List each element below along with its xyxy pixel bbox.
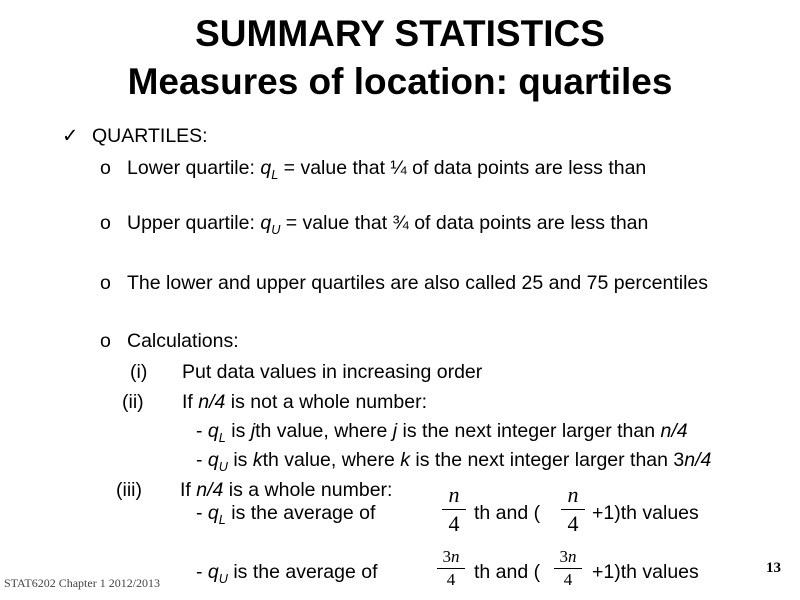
dash: - xyxy=(196,420,208,442)
sub-L: L xyxy=(218,430,226,445)
fraction-n-over-4 xyxy=(442,482,466,537)
text: If xyxy=(180,479,197,501)
text: is the average of xyxy=(227,561,378,583)
step-number: (ii) xyxy=(122,391,144,413)
var-j: j xyxy=(392,420,398,442)
text: is a whole number: xyxy=(223,479,393,501)
coef: 3 xyxy=(559,547,568,566)
em-n4: n/4 xyxy=(684,449,712,471)
fraction-denominator: 4 xyxy=(563,570,573,589)
text: is not a whole number: xyxy=(225,391,427,413)
em-n4: n/4 xyxy=(196,479,224,501)
var-q: q xyxy=(207,561,219,583)
bullet-icon: o xyxy=(100,272,111,294)
dash: - xyxy=(196,561,208,583)
fraction-numerator xyxy=(437,547,465,567)
text: th and ( xyxy=(474,561,541,583)
text: th and ( xyxy=(474,502,541,524)
text: +1)th values xyxy=(592,502,699,524)
text: th value, where xyxy=(262,449,401,471)
fraction-n-over-4 xyxy=(561,482,585,537)
fraction-3n-over-4 xyxy=(437,547,465,590)
text: is the average of xyxy=(225,502,376,524)
fraction-numerator: n xyxy=(448,482,460,507)
footer-text: STAT6202 Chapter 1 2012/2013 xyxy=(4,576,161,590)
fraction-numerator xyxy=(554,547,582,567)
step-iii-line-b xyxy=(196,560,378,591)
sub-L: L xyxy=(271,167,279,182)
var-n: n xyxy=(568,547,577,566)
text: = value that ¼ of data points are less than xyxy=(278,157,647,179)
step-iii-line-a xyxy=(196,501,375,532)
var-j: j xyxy=(250,420,256,442)
bullet-icon: o xyxy=(100,157,111,179)
bullet-icon: o xyxy=(100,330,111,352)
var-k: k xyxy=(400,449,411,471)
step-i-text: Put data values in increasing order xyxy=(182,361,483,383)
fraction-numerator: n xyxy=(567,482,579,507)
text: Upper quartile: xyxy=(127,212,261,234)
var-q: q xyxy=(207,502,219,524)
text: is xyxy=(227,449,253,471)
fraction-bar xyxy=(442,509,466,510)
var-k: k xyxy=(252,449,263,471)
var-q: q xyxy=(207,420,219,442)
fraction-denominator: 4 xyxy=(448,511,460,536)
text: is xyxy=(225,420,251,442)
var-q: q xyxy=(207,449,219,471)
sub-U: U xyxy=(218,571,228,586)
step-iii-text xyxy=(180,478,392,502)
bullet-upper-quartile xyxy=(127,211,648,242)
fraction-3n-over-4 xyxy=(554,547,582,590)
em-n4: n/4 xyxy=(198,391,226,413)
step-ii-line-a xyxy=(196,419,688,450)
step-number: (iii) xyxy=(116,479,142,501)
bullet-icon: o xyxy=(100,212,111,234)
var-n: n xyxy=(451,547,460,566)
slide-subtitle: Measures of location: quartiles xyxy=(127,61,673,102)
dash: - xyxy=(196,449,208,471)
text: Lower quartile: xyxy=(127,157,261,179)
dash: - xyxy=(196,502,208,524)
slide-title: SUMMARY STATISTICS xyxy=(195,13,605,54)
step-ii-line-b xyxy=(196,448,711,479)
text: is the next integer larger than xyxy=(397,420,661,442)
fraction-denominator: 4 xyxy=(567,511,579,536)
sub-L: L xyxy=(218,512,226,527)
step-number: (i) xyxy=(130,361,148,383)
bullet-percentiles: The lower and upper quartiles are also called 25 and 75 percentiles xyxy=(127,272,709,294)
coef: 3 xyxy=(442,547,451,566)
text: +1)th values xyxy=(592,561,699,583)
check-icon: ✓ xyxy=(62,125,79,147)
fraction-denominator: 4 xyxy=(446,570,456,589)
text: th value, where xyxy=(255,420,393,442)
var-q: q xyxy=(260,212,272,234)
sub-U: U xyxy=(218,459,228,474)
bullet-calculations: Calculations: xyxy=(127,330,239,352)
text: = value that ¾ of data points are less than xyxy=(280,212,649,234)
fraction-bar xyxy=(437,568,465,569)
step-ii-text xyxy=(182,390,427,414)
sub-U: U xyxy=(271,222,281,237)
fraction-bar xyxy=(554,568,582,569)
text: If xyxy=(182,391,199,413)
fraction-bar xyxy=(561,509,585,510)
bullet-lower-quartile xyxy=(127,156,646,187)
section-heading: QUARTILES: xyxy=(92,125,208,147)
var-q: q xyxy=(260,157,272,179)
page-number: 13 xyxy=(766,560,781,576)
em-n4: n/4 xyxy=(660,420,688,442)
text: is the next integer larger than 3 xyxy=(410,449,685,471)
